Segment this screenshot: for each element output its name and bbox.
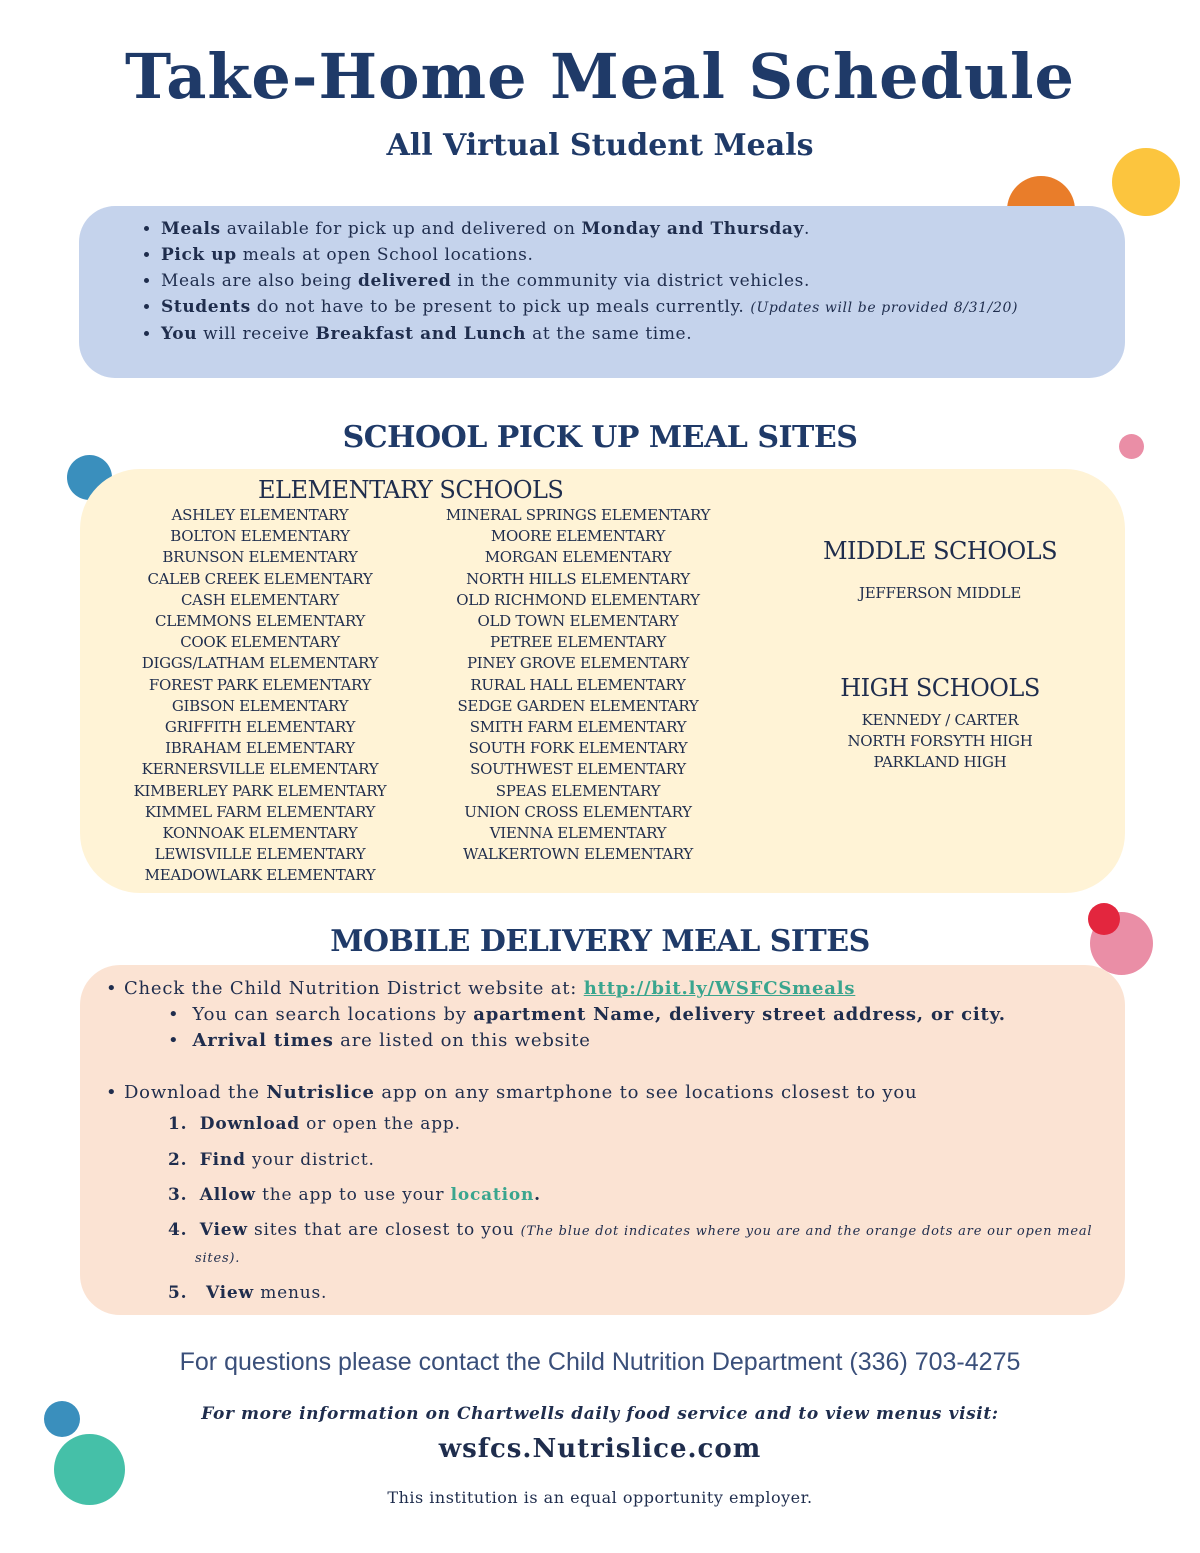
school-list-item: CASH ELEMENTARY [181,590,339,609]
pickup-sites-heading: SCHOOL PICK UP MEAL SITES [342,420,858,455]
school-list-item: JEFFERSON MIDDLE [859,584,1021,602]
info-item-students: • Students do not have to be present to pick up meals currently. (Updates will be provided 8/31/20) [161,294,1065,321]
school-list-item: GRIFFITH ELEMENTARY [164,718,356,737]
school-list-item: KERNERSVILLE ELEMENTARY [141,760,379,779]
school-list-item: CLEMMONS ELEMENTARY [155,612,365,631]
middle-schools-heading: MIDDLE SCHOOLS [822,537,1058,565]
school-list-item: OLD RICHMOND ELEMENTARY [456,590,700,609]
location-link[interactable]: location [450,1185,535,1205]
elementary-list-col2 [428,505,728,865]
page-subtitle: All Virtual Student Meals [386,128,814,163]
school-list-item: MOORE ELEMENTARY [490,527,666,546]
school-list-item: KONNOAK ELEMENTARY [162,824,358,843]
school-list-item: KENNEDY / CARTER [861,711,1019,729]
bullet: • [106,1082,124,1103]
high-schools-list [760,710,1120,774]
page-title: Take-Home Meal Schedule [125,40,1075,113]
school-list-item: NORTH FORSYTH HIGH [847,732,1033,751]
bullet: • [168,1030,193,1051]
school-list-item: SOUTHWEST ELEMENTARY [470,760,686,779]
school-list-item: PETREE ELEMENTARY [490,633,666,652]
school-list-item: SEDGE GARDEN ELEMENTARY [457,696,699,715]
school-list-item: FOREST PARK ELEMENTARY [148,675,372,694]
school-list-item: DIGGS/LATHAM ELEMENTARY [141,654,379,673]
info-item-meals: • Meals available for pick up and delivered on Monday and Thursday. [161,216,1065,242]
school-list-item: PINEY GROVE ELEMENTARY [466,654,690,673]
school-list-item: MORGAN ELEMENTARY [484,548,672,567]
school-list-item: UNION CROSS ELEMENTARY [464,802,692,821]
school-list-item: MINERAL SPRINGS ELEMENTARY [445,506,711,524]
bullet: • [168,1004,193,1025]
school-list-item: SMITH FARM ELEMENTARY [469,718,687,737]
check-website-line: • Check the Child Nutrition District website at: http://bit.ly/WSFCSmeals [106,978,856,999]
school-list-item: SPEAS ELEMENTARY [495,781,661,800]
info-item-delivered: • Meals are also being delivered in the community via district vehicles. [161,268,1065,294]
step-2: 2. Find your district. [168,1150,375,1170]
school-list-item: BOLTON ELEMENTARY [170,527,350,546]
middle-schools-list [760,583,1120,604]
elementary-list-col1 [120,505,400,887]
nutrislice-url[interactable]: wsfcs.Nutrislice.com [438,1434,762,1464]
high-schools-heading: HIGH SCHOOLS [840,674,1040,702]
school-list-item: NORTH HILLS ELEMENTARY [466,569,690,588]
step-5: 5. View menus. [168,1283,328,1303]
bullet: • [106,978,124,999]
school-list-item: VIENNA ELEMENTARY [489,824,667,843]
step-4: 4. View sites that are closest to you (The blue dot indicates where you are and the orange dots are our open meal [168,1220,1093,1240]
info-box [79,206,1125,378]
step-3: 3. Allow the app to use your location. [168,1185,541,1205]
school-list-item: PARKLAND HIGH [873,753,1007,772]
mobile-sites-box [80,965,1125,1315]
school-list-item: KIMMEL FARM ELEMENTARY [144,802,376,821]
download-app-line: • Download the Nutrislice app on any smartphone to see locations closest to you [106,1082,918,1103]
school-list-item: IBRAHAM ELEMENTARY [165,739,355,758]
school-list-item: SOUTH FORK ELEMENTARY [468,739,688,758]
school-list-item: CALEB CREEK ELEMENTARY [147,569,373,588]
elementary-heading: ELEMENTARY SCHOOLS [258,476,564,504]
school-list-item: LEWISVILLE ELEMENTARY [154,845,366,864]
step-1: 1. Download or open the app. [168,1114,461,1134]
school-list-item: GIBSON ELEMENTARY [171,696,349,715]
school-list-item: MEADOWLARK ELEMENTARY [144,866,376,885]
school-list-item: KIMBERLEY PARK ELEMENTARY [133,781,387,800]
info-item-breakfast-lunch: • You will receive Breakfast and Lunch at the same time. [161,321,1065,347]
equal-opportunity-statement: This institution is an equal opportunity employer. [387,1488,813,1507]
more-info-line: For more information on Chartwells daily food service and to view menus visit: [201,1404,999,1424]
mobile-sites-heading: MOBILE DELIVERY MEAL SITES [330,924,870,959]
school-list-item: OLD TOWN ELEMENTARY [477,612,679,631]
school-list-item: WALKERTOWN ELEMENTARY [462,845,693,864]
school-list-item: ASHLEY ELEMENTARY [171,506,349,524]
search-locations-line: • You can search locations by apartment Name, delivery street address, or city. [168,1004,1006,1025]
info-item-pickup: • Pick up meals at open School locations. [161,242,1065,268]
school-list-item: RURAL HALL ELEMENTARY [470,675,686,694]
arrival-times-line: • Arrival times are listed on this website [168,1030,591,1051]
district-website-link[interactable]: http://bit.ly/WSFCSmeals [583,978,856,999]
school-list-item: COOK ELEMENTARY [180,633,340,652]
info-list [79,206,1125,347]
contact-line: For questions please contact the Child Nutrition Department (336) 703-4275 [179,1348,1021,1376]
step-4-note: sites). [195,1251,241,1266]
school-list-item: BRUNSON ELEMENTARY [162,548,358,567]
